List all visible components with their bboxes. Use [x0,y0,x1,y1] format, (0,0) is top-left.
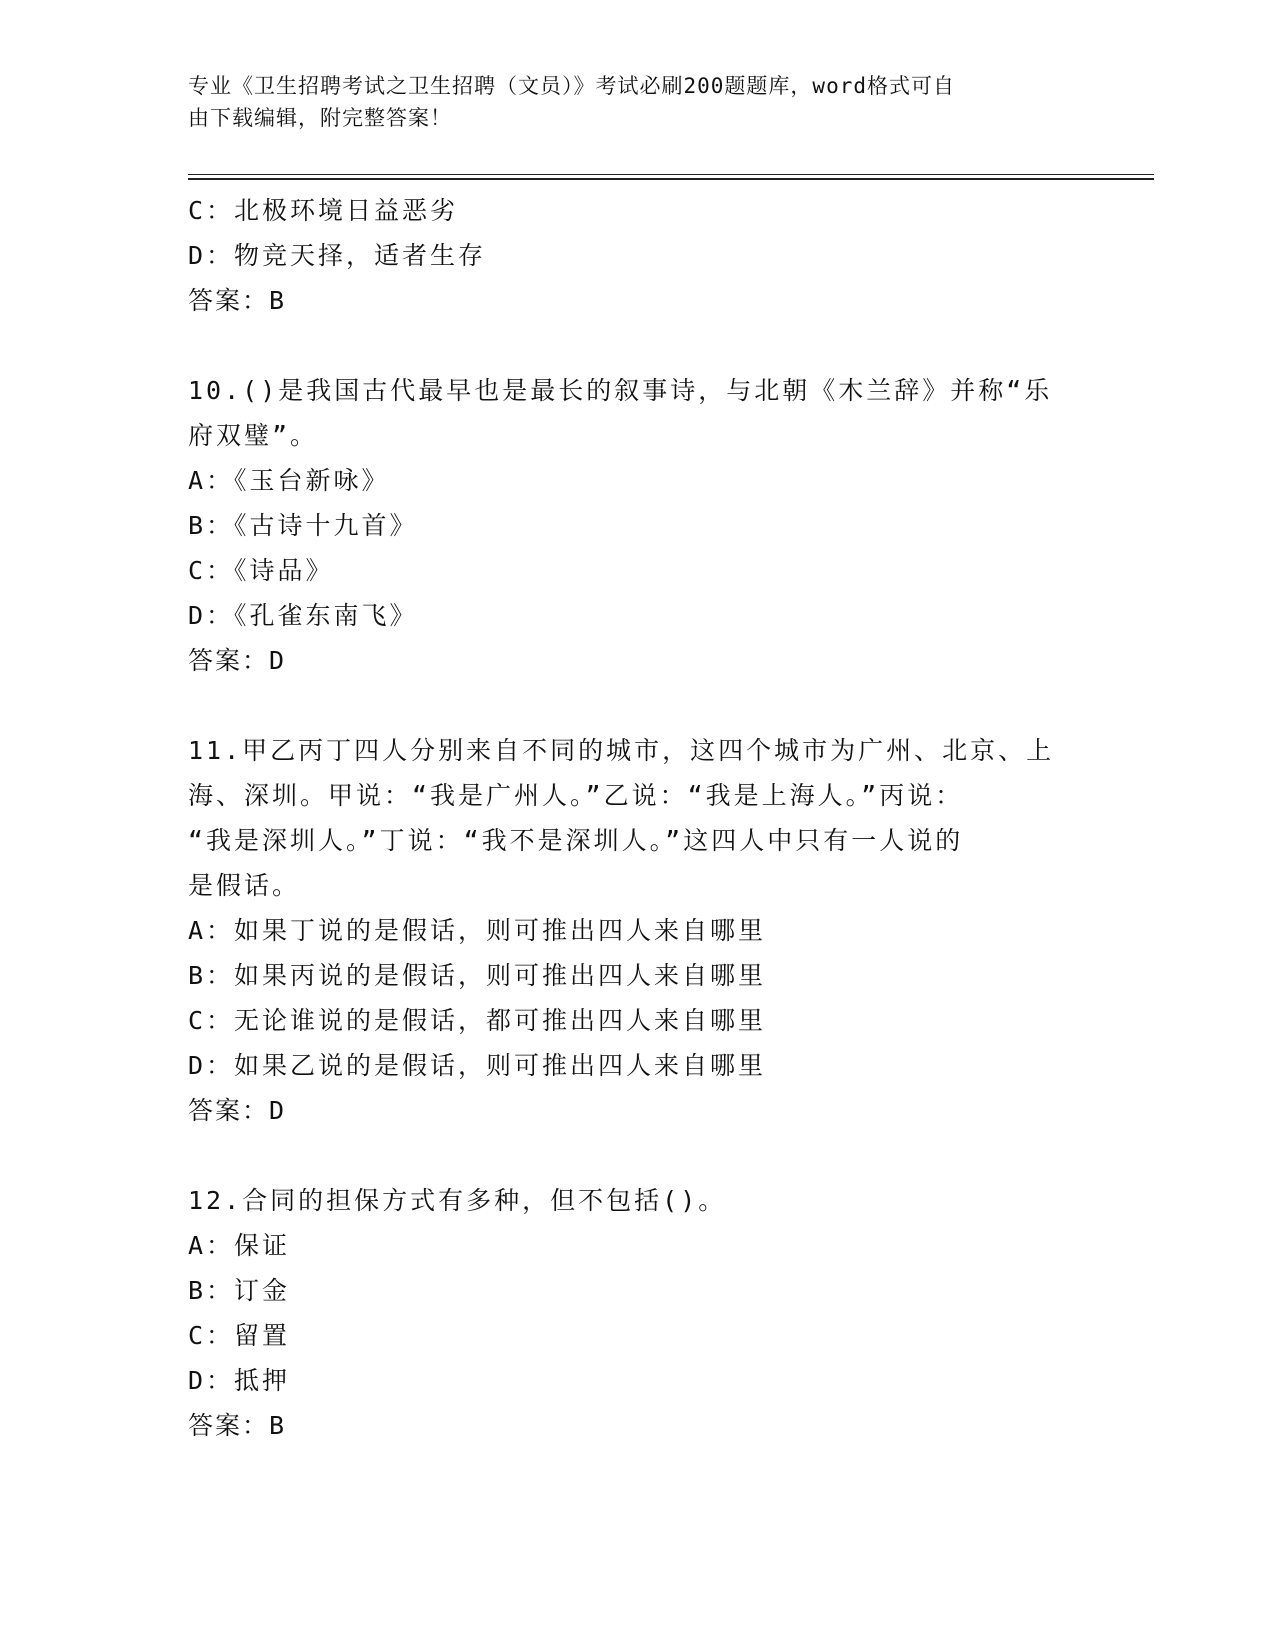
question-10 [188,368,1088,683]
option-b: B：订金 [188,1276,291,1305]
option-b: B：如果丙说的是假话，则可推出四人来自哪里 [188,961,767,990]
question-text: 府双璧”。 [188,421,319,450]
spacer [188,323,1088,368]
spacer [188,1133,1088,1178]
option-a: A：《玉台新咏》 [188,466,390,495]
question-text: 10.()是我国古代最早也是最长的叙事诗，与北朝《木兰辞》并称“乐 [188,376,1053,405]
question-12 [188,1178,1088,1448]
option-d: D：《孔雀东南飞》 [188,601,418,630]
answer: 答案：D [188,646,287,675]
spacer [188,683,1088,728]
document-header [188,70,1068,134]
option-a: A：如果丁说的是假话，则可推出四人来自哪里 [188,916,767,945]
question-text: 12.合同的担保方式有多种，但不包括()。 [188,1186,727,1215]
option-c: C：无论谁说的是假话，都可推出四人来自哪里 [188,1006,767,1035]
question-text: “我是深圳人。”丁说：“我不是深圳人。”这四人中只有一人说的 [188,826,964,855]
option-a: A：保证 [188,1231,291,1260]
question-text: 海、深圳。甲说：“我是广州人。”乙说：“我是上海人。”丙说： [188,781,964,810]
header-line-1: 专业《卫生招聘考试之卫生招聘（文员）》考试必刷200题题库，word格式可自 [188,74,955,98]
question-text: 11.甲乙丙丁四人分别来自不同的城市，这四个城市为广州、北京、上 [188,736,1055,765]
option-d: D：抵押 [188,1366,291,1395]
option-c: C：北极环境日益恶劣 [188,196,459,225]
question-11 [188,728,1088,1133]
answer: 答案：B [188,286,287,315]
option-d: D：如果乙说的是假话，则可推出四人来自哪里 [188,1051,767,1080]
header-line-2: 由下载编辑，附完整答案！ [188,106,452,130]
option-b: B：《古诗十九首》 [188,511,418,540]
option-d: D：物竞天择，适者生存 [188,241,487,270]
answer: 答案：D [188,1096,287,1125]
question-text: 是假话。 [188,871,301,900]
option-c: C：留置 [188,1321,291,1350]
answer: 答案：B [188,1411,287,1440]
question-9-tail [188,188,1088,323]
question-list [188,188,1088,1448]
header-rule-thick [188,178,1154,180]
option-c: C：《诗品》 [188,556,334,585]
header-rule-thin [188,174,1154,175]
